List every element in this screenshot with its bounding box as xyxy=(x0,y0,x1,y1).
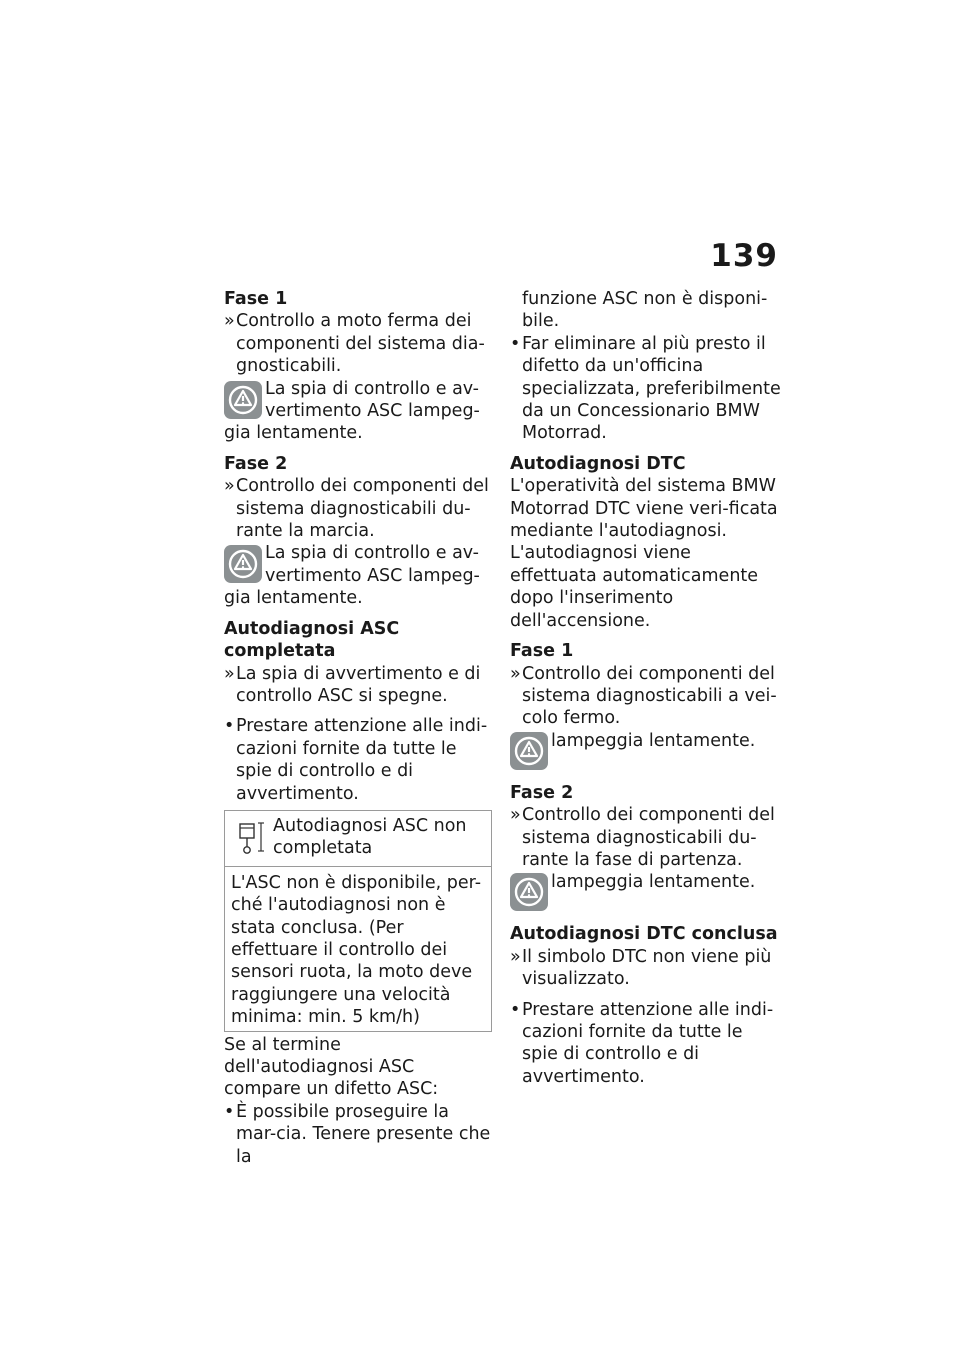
continued-text: funzione ASC non è disponi-bile. xyxy=(522,289,768,332)
dtc-fase1-heading: Fase 1 xyxy=(510,641,574,662)
dtc-fase1-warning-note xyxy=(510,730,782,774)
warning-triangle-icon xyxy=(510,732,548,770)
dtc-fase2-warning-text: lampeggia lentamente. xyxy=(551,872,756,893)
dtc-fase2-heading: Fase 2 xyxy=(510,782,574,803)
asc-completed-instruction xyxy=(224,663,492,708)
after-infobox-text: Se al termine dell'autodiagnosi ASC compare un difetto ASC: xyxy=(224,1034,439,1100)
instruction-marker: » xyxy=(224,476,235,497)
dtc-fase2-instruction-text: Controllo dei componenti del sistema diagnosticabili du-rante la fase di partenza. xyxy=(522,805,775,870)
warning-triangle-icon xyxy=(224,545,262,583)
dtc-done-heading: Autodiagnosi DTC conclusa xyxy=(510,924,778,945)
asc-completed-instruction-text: La spia di avvertimento e di controllo ASC si spegne. xyxy=(236,663,481,706)
instruction-marker: » xyxy=(224,311,235,332)
dtc-heading: Autodiagnosi DTC xyxy=(510,453,686,474)
workshop-bullet-text: Far eliminare al più presto il difetto da un'officina specializzata, preferibilmente da un Concessionario BMW Motorrad. xyxy=(522,333,781,444)
fase2-warning-line-a: La spia di controllo e av- xyxy=(265,543,479,564)
dtc-done-bullet xyxy=(510,999,782,1089)
dtc-fase1-instruction xyxy=(510,663,782,730)
dtc-fase1-instruction-text: Controllo dei componenti del sistema diagnosticabili a vei-colo fermo. xyxy=(522,663,777,729)
warning-triangle-icon xyxy=(510,873,548,911)
continue-riding-bullet-text: È possibile proseguire la mar-cia. Tenere presente che la xyxy=(236,1101,491,1167)
dtc-fase2-instruction xyxy=(510,804,782,871)
right-column xyxy=(510,288,782,1088)
left-column xyxy=(224,288,492,1168)
infobox-body: L'ASC non è disponibile, per-ché l'autodiagnosi non è stata conclusa. (Per effettuare il controllo dei sensori ruota, la moto deve raggiungere una velocità minima: min. 5 km/h) xyxy=(231,872,482,1028)
dtc-fase2-warning-note xyxy=(510,871,782,915)
bullet-marker: • xyxy=(510,999,521,1020)
continue-riding-bullet xyxy=(224,1101,492,1168)
instruction-marker: » xyxy=(224,663,235,684)
bullet-marker: • xyxy=(224,1101,235,1122)
fase1-warning-line-c: gia lentamente. xyxy=(224,423,363,444)
fase2-warning-line-c: gia lentamente. xyxy=(224,588,363,609)
page-number: 139 xyxy=(710,238,778,274)
fase1-instruction-text: Controllo a moto ferma dei componenti del sistema dia-gnosticabili. xyxy=(236,311,485,377)
fase2-heading: Fase 2 xyxy=(224,453,288,474)
fase1-warning-note xyxy=(224,378,492,445)
instruction-marker: » xyxy=(510,946,521,967)
asc-completed-bullet xyxy=(224,715,492,805)
asc-completed-heading: Autodiagnosi ASC completata xyxy=(224,618,400,662)
dtc-done-instruction xyxy=(510,946,782,991)
fase2-instruction-text: Controllo dei componenti del sistema diagnosticabili du-rante la marcia. xyxy=(236,476,489,542)
fase1-warning-line-b: vertimento ASC lampeg- xyxy=(265,401,480,422)
asc-completed-bullet-text: Prestare attenzione alle indi-cazioni fornite da tutte le spie di controllo e di avvertimento. xyxy=(236,716,488,804)
warning-triangle-icon xyxy=(224,381,262,419)
piston-icon xyxy=(237,821,267,855)
bullet-marker: • xyxy=(224,716,235,737)
infobox-title: Autodiagnosi ASC non completata xyxy=(273,815,467,859)
dtc-done-bullet-text: Prestare attenzione alle indi-cazioni fornite da tutte le spie di controllo e di avvertimento. xyxy=(522,999,774,1087)
fase1-heading: Fase 1 xyxy=(224,289,288,309)
asc-not-completed-infobox xyxy=(224,810,492,1032)
dtc-done-instruction-text: Il simbolo DTC non viene più visualizzato. xyxy=(522,946,772,990)
fase2-warning-note xyxy=(224,542,492,609)
bullet-marker: • xyxy=(510,333,521,354)
workshop-bullet xyxy=(510,333,782,445)
infobox-header xyxy=(225,811,491,867)
fase1-warning-line-a: La spia di controllo e av- xyxy=(265,378,479,399)
fase2-instruction xyxy=(224,475,492,542)
fase1-instruction xyxy=(224,310,492,377)
dtc-paragraph: L'operatività del sistema BMW Motorrad DTC viene veri-ficata mediante l'autodiagnosi. L'autodiagnosi viene effettuata automaticamente dopo l'inserimento dell'accensione. xyxy=(510,476,778,631)
instruction-marker: » xyxy=(510,663,521,684)
dtc-fase1-warning-text: lampeggia lentamente. xyxy=(551,730,756,751)
instruction-marker: » xyxy=(510,805,521,826)
fase2-warning-line-b: vertimento ASC lampeg- xyxy=(265,565,480,586)
